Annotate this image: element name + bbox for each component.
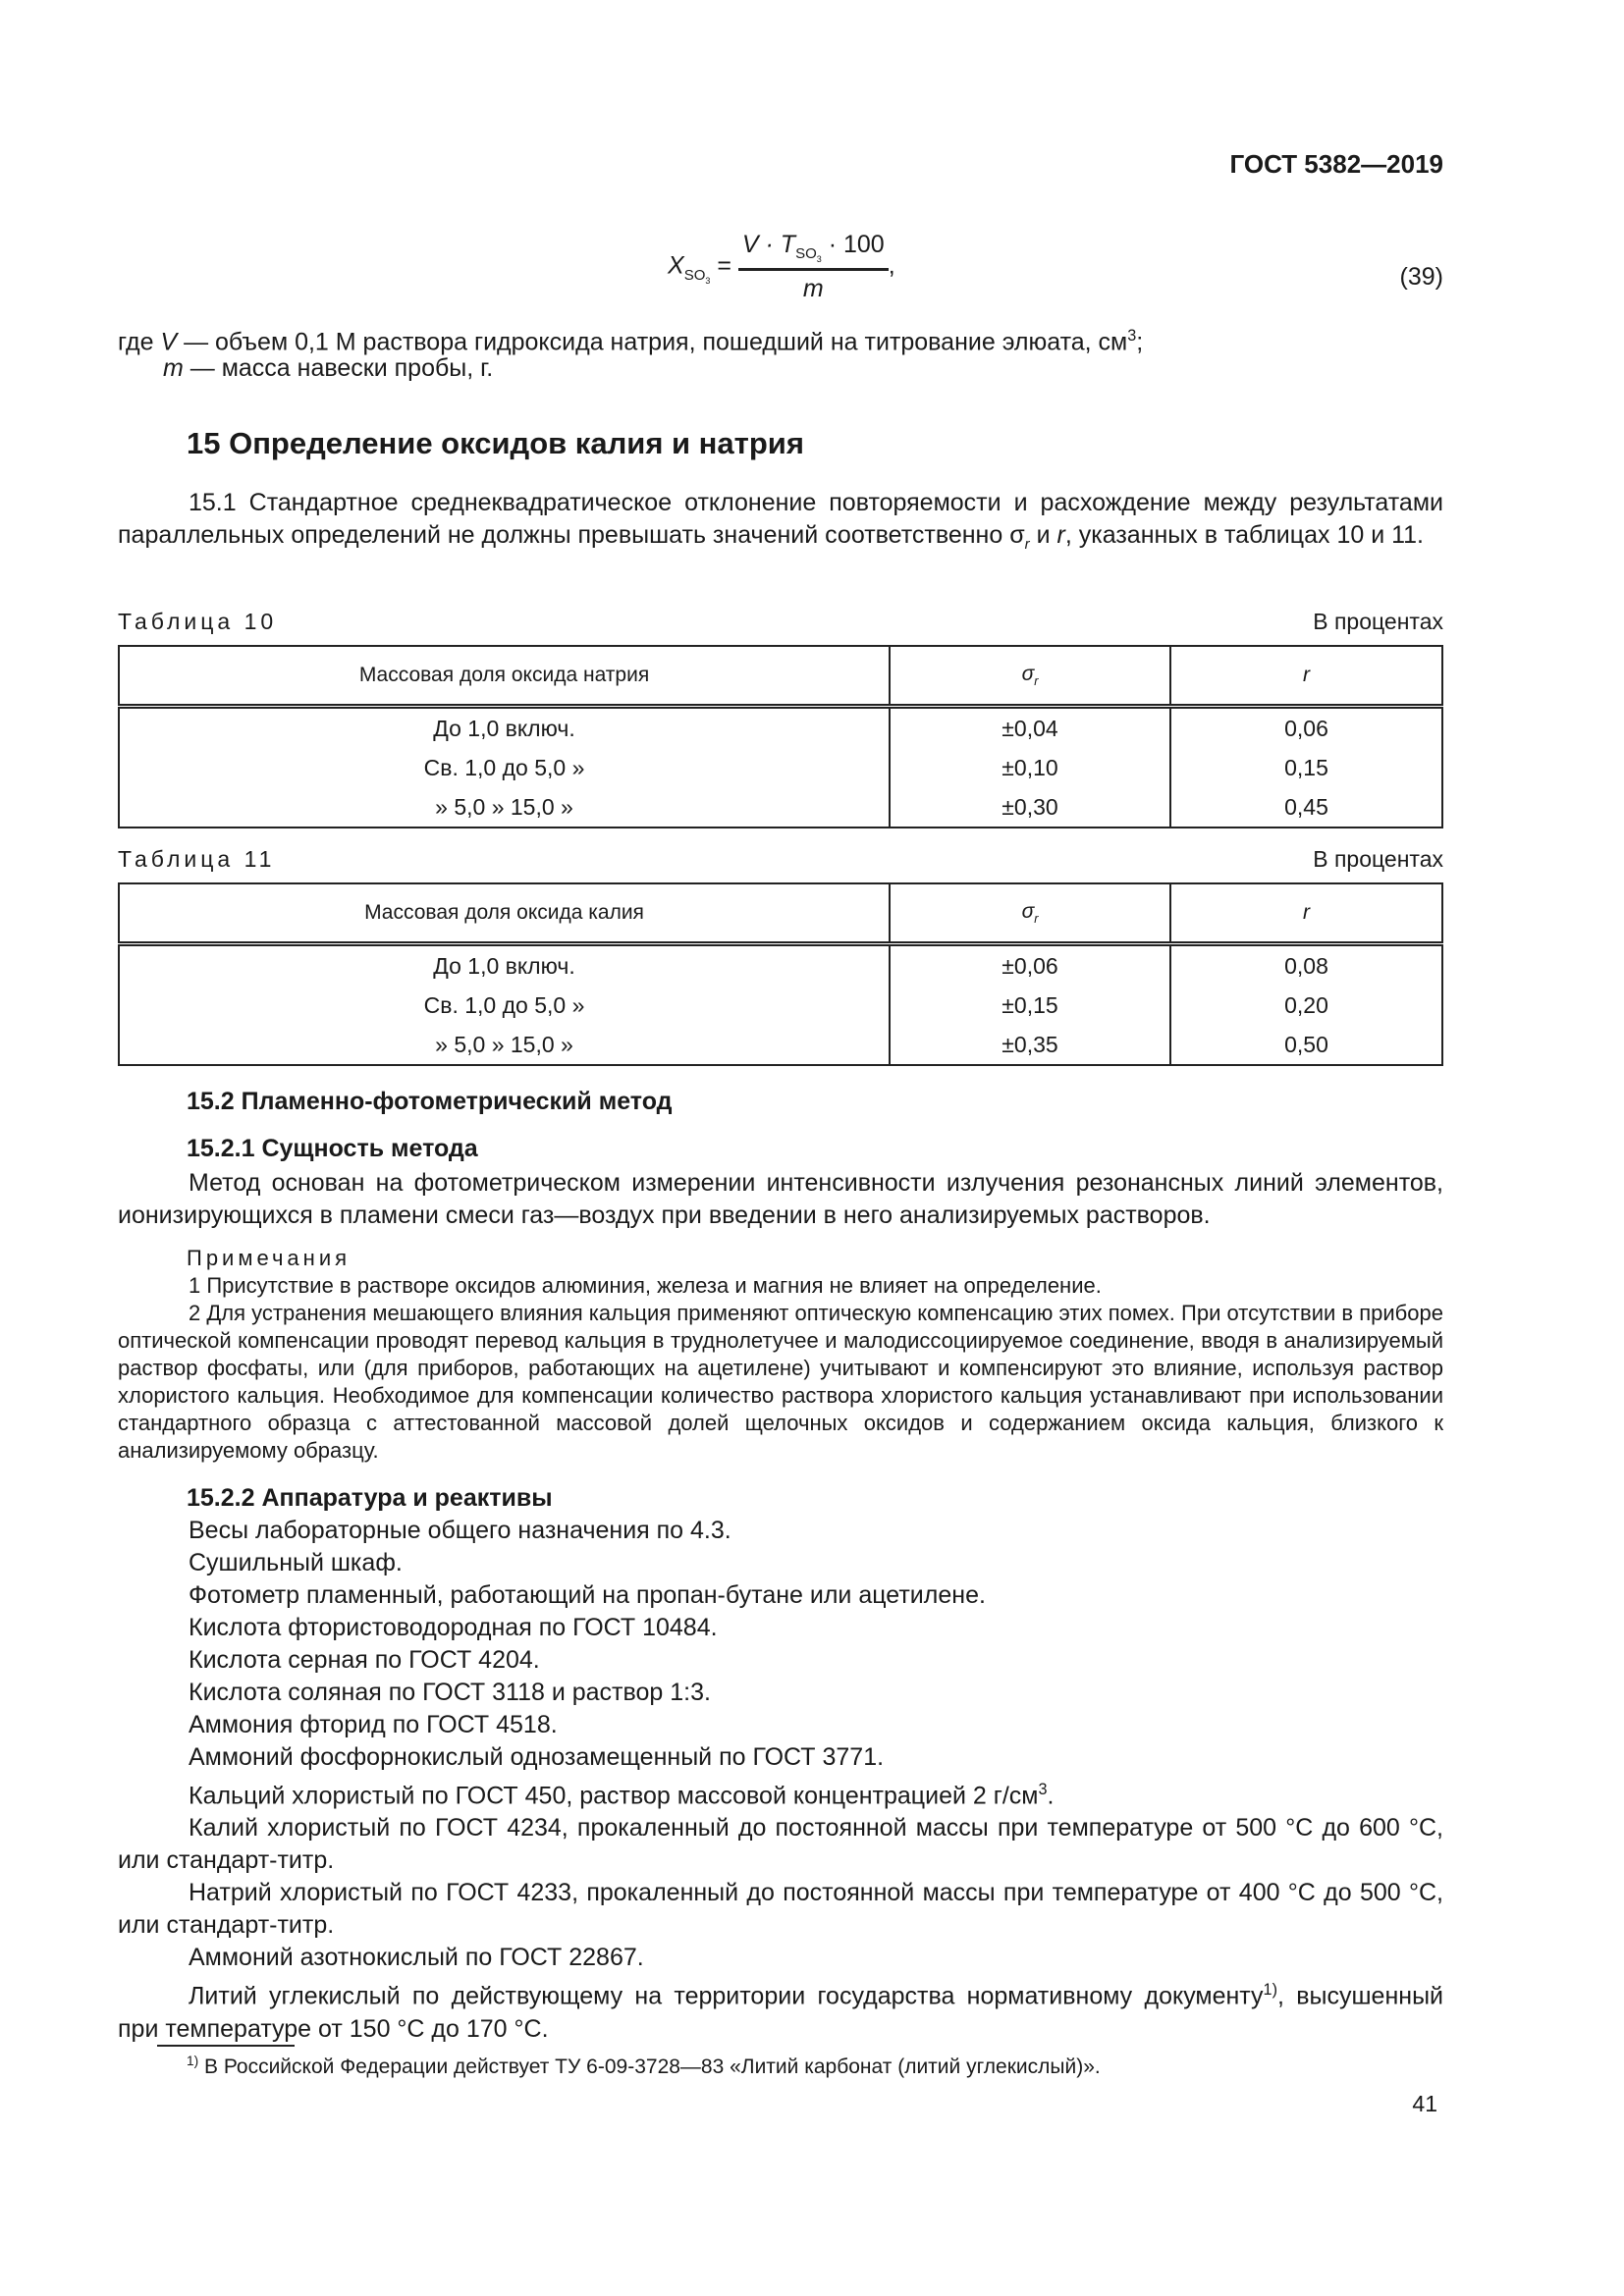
- p151-text: , указанных в таблицах 10 и 11.: [1064, 521, 1425, 549]
- table10-unit: В процентах: [1313, 609, 1443, 634]
- list-item: Сушильный шкаф.: [189, 1549, 403, 1576]
- cell: 0,45: [1170, 787, 1442, 828]
- table-row: [119, 787, 1442, 828]
- paragraph-15-1: [118, 487, 1443, 561]
- sup: 3: [1127, 327, 1137, 345]
- footnote-text: В Российской Федерации действует ТУ 6-09-3728—83 «Литий карбонат (литий углекислый)».: [198, 2056, 1101, 2078]
- formula-eq: =: [717, 251, 731, 280]
- cell: 0,08: [1170, 944, 1442, 987]
- list-item: Фотометр пламенный, работающий на пропан-бутане или ацетилене.: [189, 1581, 986, 1609]
- list-item: Натрий хлористый по ГОСТ 4233, прокаленный до постоянной массы при температуре от 400 °С до 500 °С, или стандарт-титр.: [118, 1879, 1443, 1940]
- sigma: σ: [1021, 662, 1035, 685]
- where-prefix: где: [118, 328, 161, 356]
- formula-num-sub2: 3: [816, 254, 822, 264]
- cell: Св. 1,0 до 5,0 »: [119, 986, 890, 1025]
- table-10: [118, 645, 1443, 828]
- section-15-2-1-heading: 15.2.1 Сущность метода: [187, 1135, 478, 1162]
- reagents-list: [118, 1515, 1443, 2046]
- sub: r: [1034, 912, 1039, 927]
- formula-lhs-sub: SO: [683, 266, 706, 284]
- section-15-heading: 15 Определение оксидов калия и натрия: [187, 426, 804, 460]
- cell: 0,20: [1170, 986, 1442, 1025]
- where-line-m: [163, 352, 1489, 385]
- formula-num-sub: SO: [795, 245, 817, 262]
- list-item: Аммоний азотнокислый по ГОСТ 22867.: [189, 1944, 644, 1972]
- formula-number: (39): [1399, 263, 1443, 291]
- where-v-text: — объем 0,1 М раствора гидроксида натрия, пошедший на титрование элюата, см: [177, 328, 1128, 356]
- cell: 0,06: [1170, 707, 1442, 749]
- table-11: [118, 882, 1443, 1066]
- sigma: σ: [1021, 899, 1035, 923]
- header-cell: [890, 646, 1170, 707]
- header-cell: Массовая доля оксида калия: [119, 883, 890, 944]
- item-end: .: [1047, 1782, 1055, 1810]
- table-row: [119, 707, 1442, 749]
- cell: ±0,30: [890, 787, 1170, 828]
- formula-39: [668, 231, 895, 303]
- where-m-text: — масса навески пробы, г.: [183, 354, 494, 382]
- table-header-row: [119, 646, 1442, 707]
- sub: r: [1034, 674, 1039, 689]
- formula-num: V · T: [741, 231, 796, 258]
- footnote-ref: 1): [1263, 1981, 1277, 2000]
- table11-unit: В процентах: [1313, 846, 1443, 872]
- formula-lhs: X: [668, 251, 684, 280]
- cell: ±0,35: [890, 1025, 1170, 1065]
- cell: ±0,06: [890, 944, 1170, 987]
- footnote-divider: [157, 2045, 295, 2047]
- note-2: 2 Для устранения мешающего влияния кальция применяют оптическую компенсацию этих помех. При отсутствии в приборе оптической компенсации проводят перевод кальция в труднолетучее и малодиссоциируемое соединение, вводя в анализируемый раствор фосфаты, или (для приборов, работающих на ацетилене) учитывают и компенсируют это влияние, используя раствор хлористого кальция. Необходимое для компенсации количество раствора хлористого кальция устанавливают при использовании стандартного образца с аттестованной массовой долей щелочных оксидов и содержанием оксида кальция, близкого к анализируемому образцу.: [118, 1301, 1443, 1463]
- var-m: m: [163, 354, 184, 382]
- list-item: [118, 1974, 1443, 2045]
- item-text: Кальций хлористый по ГОСТ 450, раствор массовой концентрацией 2 г/см: [189, 1782, 1039, 1810]
- method-essence-paragraph: Метод основан на фотометрическом измерении интенсивности излучения резонансных линий элементов, ионизирующихся в пламени смеси газ—воздух при введении в него анализируемых растворов.: [118, 1169, 1443, 1229]
- item-text: , высушенный при температуре от 150 °С до 170 °С.: [118, 1982, 1443, 2043]
- cell: ±0,04: [890, 707, 1170, 749]
- cell: ±0,15: [890, 986, 1170, 1025]
- var-v: V: [160, 328, 178, 356]
- list-item: Аммоний фосфорнокислый однозамещенный по ГОСТ 3771.: [189, 1743, 885, 1771]
- table11-caption: Таблица 11: [118, 846, 276, 872]
- list-item: Кислота фтористоводородная по ГОСТ 10484.: [189, 1614, 718, 1641]
- footnote: [187, 2054, 1101, 2079]
- list-item: Кислота соляная по ГОСТ 3118 и раствор 1:3.: [189, 1679, 711, 1706]
- section-15-2-heading: 15.2 Пламенно-фотометрический метод: [187, 1088, 673, 1115]
- table-row: [119, 986, 1442, 1025]
- sub: r: [1024, 536, 1030, 553]
- formula-lhs-sub2: 3: [705, 275, 711, 286]
- list-item: Калий хлористый по ГОСТ 4234, прокаленный до постоянной массы при температуре от 500 °С до 600 °С, или стандарт-титр.: [118, 1814, 1443, 1875]
- header-cell: Массовая доля оксида натрия: [119, 646, 890, 707]
- note-1: 1 Присутствие в растворе оксидов алюминия, железа и магния не влияет на определение.: [189, 1273, 1102, 1298]
- cell: До 1,0 включ.: [119, 707, 890, 749]
- formula-comma: ,: [888, 251, 895, 280]
- cell: До 1,0 включ.: [119, 944, 890, 987]
- cell: ±0,10: [890, 748, 1170, 787]
- document-id: ГОСТ 5382—2019: [1229, 149, 1443, 179]
- table-row: [119, 944, 1442, 987]
- header-cell: r: [1170, 646, 1442, 707]
- table10-caption: Таблица 10: [118, 609, 278, 634]
- list-item: Аммония фторид по ГОСТ 4518.: [189, 1711, 558, 1738]
- cell: » 5,0 » 15,0 »: [119, 1025, 890, 1065]
- where-end: ;: [1136, 328, 1144, 356]
- list-item: Весы лабораторные общего назначения по 4.3.: [189, 1517, 731, 1544]
- sup: 3: [1038, 1781, 1048, 1798]
- cell: » 5,0 » 15,0 »: [119, 787, 890, 828]
- table-row: [119, 748, 1442, 787]
- table-header-row: [119, 883, 1442, 944]
- table-row: [119, 1025, 1442, 1065]
- header-cell: [890, 883, 1170, 944]
- list-item: [118, 1774, 1443, 1812]
- cell: Св. 1,0 до 5,0 »: [119, 748, 890, 787]
- var-r: r: [1056, 521, 1065, 549]
- p151-text: и: [1029, 521, 1057, 549]
- section-15-2-2-heading: 15.2.2 Аппаратура и реактивы: [187, 1484, 553, 1512]
- header-cell: r: [1170, 883, 1442, 944]
- cell: 0,15: [1170, 748, 1442, 787]
- cell: 0,50: [1170, 1025, 1442, 1065]
- notes-title: Примечания: [187, 1246, 352, 1270]
- item-text: Литий углекислый по действующему на территории государства нормативному документу: [189, 1982, 1264, 2010]
- list-item: Кислота серная по ГОСТ 4204.: [189, 1646, 540, 1674]
- footnote-mark: 1): [187, 2054, 199, 2068]
- formula-fraction: [738, 231, 889, 303]
- page-number: 41: [1412, 2091, 1437, 2116]
- formula-den: m: [802, 275, 824, 302]
- formula-num-tail: · 100: [821, 231, 885, 258]
- p151-text: 15.1 Стандартное среднеквадратическое отклонение повторяемости и расхождение между результатами параллельных определений не должны превышать значений соответственно σ: [118, 489, 1443, 549]
